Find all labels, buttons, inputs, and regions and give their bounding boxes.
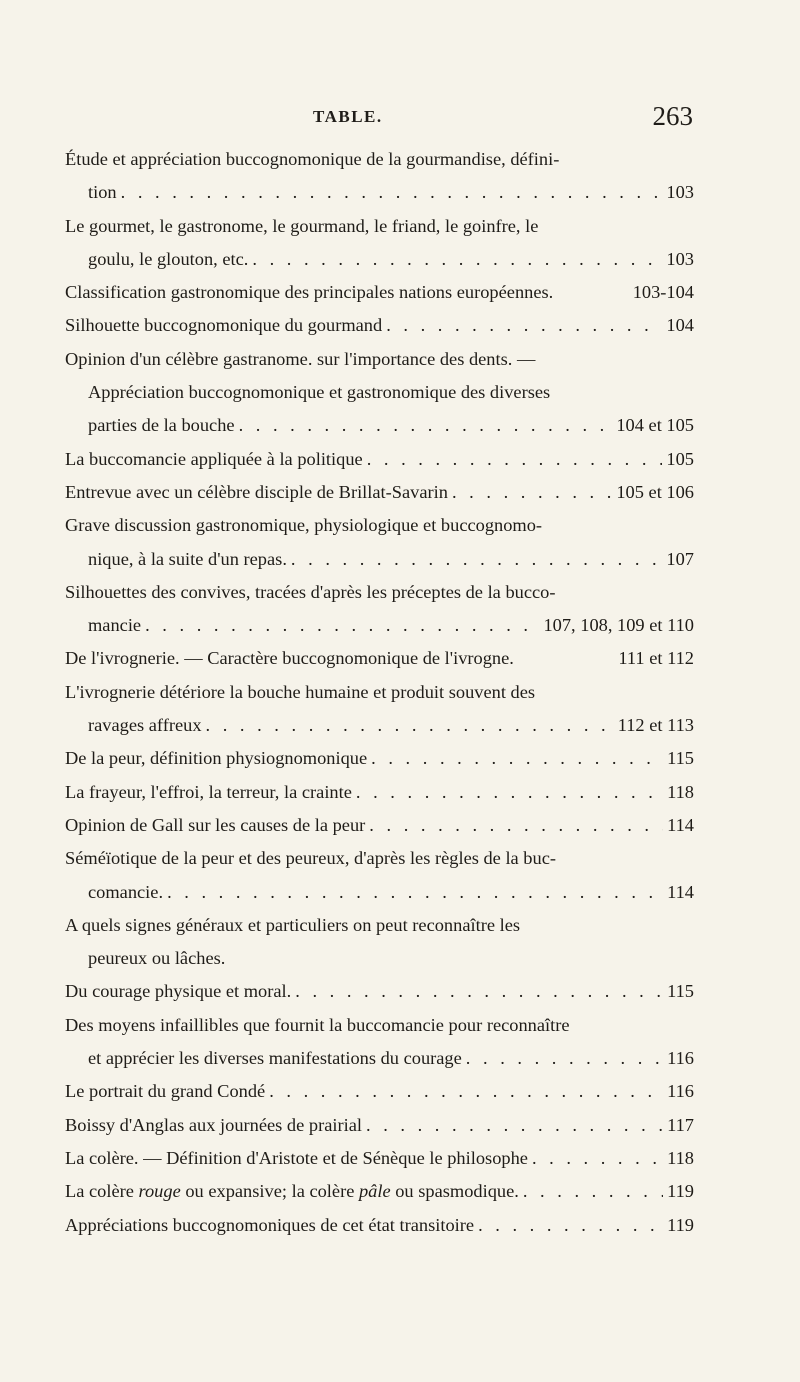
entry-text: De la peur, définition physiognomonique [65,748,368,769]
entry-text: nique, à la suite d'un repas. [88,548,287,569]
toc-entry [65,309,694,342]
running-title: TABLE. [313,107,383,126]
toc-entry [65,210,694,277]
entry-line [65,776,694,809]
entry-line [65,609,694,642]
entry-line [65,1109,694,1142]
entry-text: Étude et appréciation buccognomonique de la gourmandise, défini- [65,149,560,169]
entry-line [65,1175,694,1208]
entry-line [65,742,694,775]
toc-entry [65,1075,694,1108]
entry-line [65,476,694,509]
entry-line [65,443,694,476]
dot-leader [478,1209,663,1242]
entry-text: La buccomancie appliquée à la politique [65,448,363,469]
entry-text: parties de la bouche [88,415,235,436]
entry-text: Silhouettes des convives, tracées d'après les préceptes de la bucco- [65,581,556,602]
entry-text: Grave discussion gastronomique, physiologique et buccognomo- [65,515,543,536]
entry-page-ref: 107 [666,548,694,569]
entry-line [65,709,694,742]
entry-text [65,1175,519,1208]
entry-page-ref: 103 [666,182,694,203]
dot-leader [252,243,662,276]
entry-line [65,276,694,309]
toc-entry [65,143,694,210]
entry-line [65,1209,694,1242]
entry-page-ref: 117 [667,1114,694,1135]
entry-text: et apprécier les diverses manifestations du courage [88,1048,462,1069]
toc-entry [65,742,694,775]
toc-entry [65,1109,694,1142]
entry-text: Appréciation buccognomonique et gastronomique des diverses [88,382,551,403]
entry-line [65,176,694,209]
dot-leader [295,975,663,1008]
dot-leader [121,176,663,209]
entry-line [65,1142,694,1175]
dot-leader [523,1175,663,1208]
toc-entry [65,343,694,443]
entry-line [65,409,694,442]
entry-line [65,509,694,542]
entry-text-segment: ou spasmodique. [390,1181,519,1202]
entry-page-ref: 116 [667,1081,694,1102]
entry-text-segment: La colère [65,1181,139,1202]
entry-page-ref: 104 [666,315,694,336]
entry-text: Opinion de Gall sur les causes de la peur [65,814,366,835]
entry-text: De l'ivrognerie. — Caractère buccognomonique de l'ivrogne. [65,648,514,669]
italic-term: rouge [138,1181,181,1202]
entry-line [65,309,694,342]
entry-line [65,376,694,409]
dot-leader [366,1109,663,1142]
entry-text: Du courage physique et moral. [65,981,292,1002]
entry-page-ref: 105 et 106 [616,481,694,502]
entry-text: Appréciations buccognomoniques de cet état transitoire [65,1214,475,1235]
dot-leader [167,876,663,909]
toc-entry [65,509,694,576]
entry-page-ref: 104 et 105 [616,415,694,436]
entry-text: tion [88,182,117,203]
entry-line [65,842,694,875]
dot-leader [452,476,612,509]
entry-line [65,1075,694,1108]
entry-line [65,809,694,842]
entry-text: mancie [88,615,142,636]
toc-entry [65,1142,694,1175]
entry-text: ravages affreux [88,715,202,736]
page-number: 263 [652,101,693,131]
entry-text: Entrevue avec un célèbre disciple de Brillat-Savarin [65,481,448,502]
dot-leader [291,543,662,576]
entry-line [65,876,694,909]
dot-leader [145,609,539,642]
entry-text: A quels signes généraux et particuliers on peut reconnaître les [65,914,521,935]
toc-entry [65,1209,694,1242]
entry-page-ref: 115 [667,748,694,769]
entry-line [65,243,694,276]
entry-text: peureux ou lâches. [88,948,226,969]
entry-page-ref: 103 [666,248,694,269]
entry-text: La colère. — Définition d'Aristote et de Sénèque le philosophe [65,1147,528,1168]
toc-entry [65,576,694,643]
entry-text: Séméïotique de la peur et des peureux, d'après les règles de la buc- [65,848,556,869]
entry-line [65,210,694,243]
toc-entry [65,909,694,976]
entry-text: Silhouette buccognomonique du gourmand [65,315,383,336]
entry-text-segment: ou expansive; la colère [180,1181,359,1202]
entry-line [65,1009,694,1042]
toc-entry [65,642,694,675]
entry-text: comancie. [88,881,164,902]
entry-text: La frayeur, l'effroi, la terreur, la crainte [65,781,352,802]
dot-leader [269,1075,663,1108]
entry-page-ref: 111 et 112 [618,648,694,669]
entry-line [65,576,694,609]
italic-term: pâle [358,1181,391,1202]
toc-entry [65,1175,694,1208]
dot-leader [371,742,663,775]
entry-page-ref: 116 [667,1048,694,1069]
toc-entry [65,1009,694,1076]
dot-leader [386,309,662,342]
entry-line [65,143,694,176]
entry-line [65,642,694,675]
entry-text: Des moyens infaillibles que fournit la buccomancie pour reconnaître [65,1014,570,1035]
dot-leader [466,1042,663,1075]
dot-leader [369,809,663,842]
toc-entry [65,776,694,809]
dot-leader [356,776,663,809]
entry-line [65,975,694,1008]
entry-text: Boissy d'Anglas aux journées de prairial [65,1114,362,1135]
toc-entry [65,842,694,909]
entry-text: L'ivrognerie détériore la bouche humaine et produit souvent des [65,681,536,702]
toc-entry [65,476,694,509]
table-of-contents [65,143,694,1242]
toc-entry [65,975,694,1008]
toc-entry [65,809,694,842]
entry-page-ref: 114 [667,881,694,902]
entry-line [65,676,694,709]
entry-line [65,909,694,942]
entry-page-ref: 105 [666,448,694,469]
entry-page-ref: 118 [667,1147,694,1168]
toc-entry [65,443,694,476]
entry-page-ref: 115 [667,981,694,1002]
entry-page-ref: 103-104 [632,282,694,303]
toc-entry [65,276,694,309]
entry-page-ref: 119 [667,1181,694,1202]
entry-line [65,343,694,376]
entry-page-ref: 119 [667,1214,694,1235]
page-header [313,103,693,133]
dot-leader [532,1142,663,1175]
entry-text: Opinion d'un célèbre gastranome. sur l'importance des dents. — [65,348,536,369]
entry-text: Le portrait du grand Condé [65,1081,266,1102]
dot-leader [239,409,613,442]
entry-text: Le gourmet, le gastronome, le gourmand, le friand, le goinfre, le [65,215,539,236]
entry-page-ref: 107, 108, 109 et 110 [543,615,694,636]
entry-page-ref: 118 [667,781,694,802]
entry-text: Classification gastronomique des principales nations européennes. [65,282,554,303]
entry-line [65,942,694,975]
entry-page-ref: 112 et 113 [617,715,694,736]
entry-text: goulu, le glouton, etc. [88,248,249,269]
dot-leader [367,443,663,476]
toc-entry [65,676,694,743]
dot-leader [206,709,614,742]
entry-line [65,543,694,576]
entry-line [65,1042,694,1075]
entry-page-ref: 114 [667,814,694,835]
